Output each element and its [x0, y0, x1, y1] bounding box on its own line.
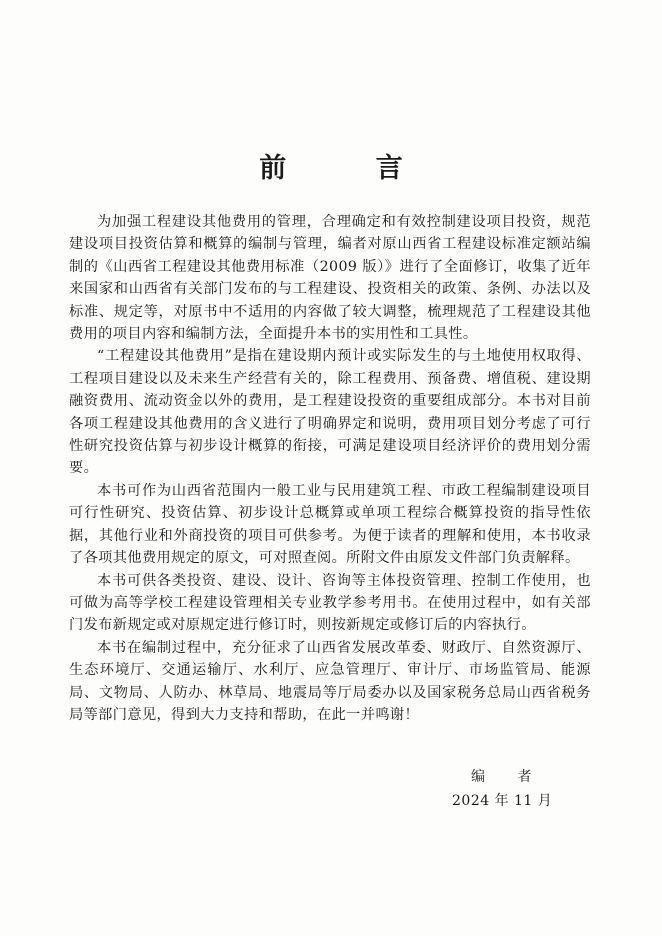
page-title: 前 言 [259, 153, 443, 184]
paragraph-4: 本书可供各类投资、建设、设计、咨询等主体投资管理、控制工作使用，也可做为高等学校工程建设管理相关专业教学参考用书。在使用过程中，如有关部门发布新规定或对原规定进行修订时，则按新规定或修订后的内容执行。 [69, 572, 591, 634]
date-line: 2024 年 11 月 [452, 793, 553, 809]
paragraph-5: 本书在编制过程中，充分征求了山西省发展改革委、财政厅、自然资源厅、生态环境厅、交通运输厅、水利厅、应急管理厅、审计厅、市场监管局、能源局、文物局、人防办、林草局、地震局等厅局委办以及国家税务总局山西省税务局等部门意见，得到大力支持和帮助，在此一并鸣谢！ [69, 639, 591, 723]
paragraph-3: 本书可作为山西省范围内一般工业与民用建筑工程、市政工程编制建设项目可行性研究、投资估算、初步设计总概算或单项工程综合概算投资的指导性依据，其他行业和外商投资的项目可供参考。为便于读者的理解和使用，本书收录了各项其他费用规定的原文，可对照查阅。所附文件由原发文件部门负责解释。 [69, 482, 591, 567]
preface-body [69, 211, 591, 726]
paragraph-1: 为加强工程建设其他费用的管理，合理确定和有效控制建设项目投资，规范建设项目投资估算和概算的编制与管理，编者对原山西省工程建设标准定额站编制的《山西省工程建设其他费用标准（2009 版）》进行了全面修订，收集了近年来国家和山西省有关部门发布的与工程建设、投资相关的政策、条例、办法以及标准、规定等，对原书中不适用的内容做了较大调整，梳理规范了工程建设其他费用的项目内容和编制方法，全面提升本书的实用性和工具性。 [69, 214, 591, 343]
author-signature: 编 者 [471, 769, 546, 785]
paragraph-2: “工程建设其他费用”是指在建设期内预计或实际发生的与土地使用权取得、工程项目建设以及未来生产经营有关的，除工程费用、预备费、增值税、建设期融资费用、流动资金以外的费用，是工程建设投资的重要组成部分。本书对目前各项工程建设其他费用的含义进行了明确界定和说明，费用项目划分考虑了可行性研究投资估算与初步设计概算的衔接，可满足建设项目经济评价的费用划分需要。 [69, 348, 591, 477]
